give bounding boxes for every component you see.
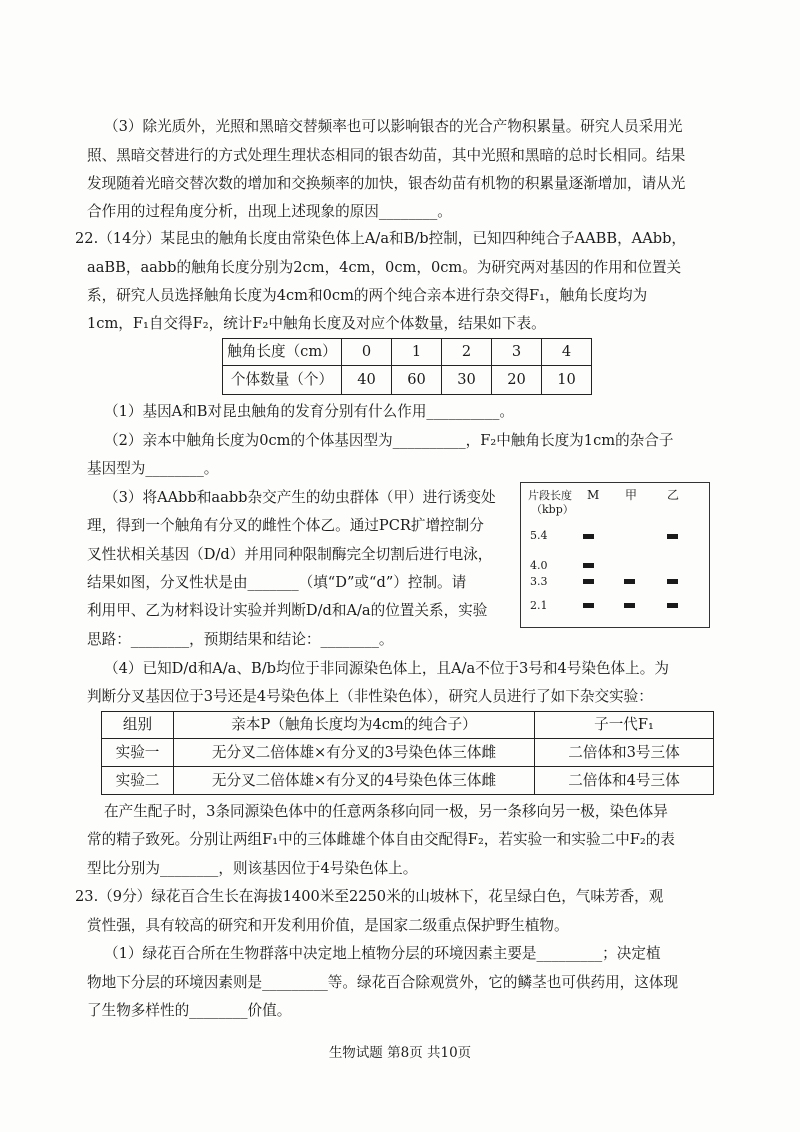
q22-part2-line1: （2）亲本中触角长度为0cm的个体基因型为__________，F₂中触角长度为1cm的杂合子 <box>104 432 674 449</box>
gel-size-5.4: 5.4 <box>530 529 548 542</box>
q22-part3-line5: 利用甲、乙为材料设计实验并判断D/d和A/a的位置关系，实验 <box>87 602 488 619</box>
q22-part3-line3: 叉性状相关基因（D/d）并用同种限制酶完全切割后进行电泳， <box>87 546 493 563</box>
gel-lane-label-yi: 乙 <box>667 488 680 502</box>
table-cell: 实验一 <box>102 739 174 767</box>
q22-stem-line2: aaBB，aabb的触角长度分别为2cm，4cm，0cm，0cm。为研究两对基因的作用和位置关 <box>87 259 682 276</box>
gel-band-jia-3.3 <box>624 579 635 584</box>
q22-part4-line3: 在产生配子时，3条同源染色体中的任意两条移向同一极，另一条移向另一极，染色体异 <box>104 803 668 820</box>
q22-stem-line4: 1cm，F₁自交得F₂，统计F₂中触角长度及对应个体数量，结果如下表。 <box>87 315 546 332</box>
q23-part1-line1: （1）绿花百合所在生物群落中决定地上植物分层的环境因素主要是_________；决定植 <box>104 945 661 962</box>
q21-part3-line3: 发现随着光暗交替次数的增加和交换频率的加快，银杏幼苗有机物的积累量逐渐增加，请从光 <box>87 175 686 192</box>
gel-lane-label-jia: 甲 <box>625 488 638 502</box>
gel-size-2.1: 2.1 <box>530 599 548 612</box>
table-cell: 20 <box>492 366 542 395</box>
q21-part3-line1: （3）除光质外，光照和黑暗交替频率也可以影响银杏的光合产物积累量。研究人员采用光 <box>104 118 683 135</box>
q22-part4-line1: （4）已知D/d和A/a、B/b均位于非同源染色体上，且A/a不位于3号和4号染色体上。为 <box>104 660 669 677</box>
antenna-length-table <box>222 338 592 395</box>
q22-stem-line1: 22.（14分）某昆虫的触角长度由常染色体上A/a和B/b控制，已知四种纯合子AABB，AAbb， <box>75 230 687 247</box>
q22-part4-line2: 判断分叉基因位于3号还是4号染色体上（非性染色体），研究人员进行了如下杂交实验： <box>87 688 653 705</box>
table-header-cell: 1 <box>392 339 442 366</box>
q23-stem-line2: 赏性强，具有较高的研究和开发利用价值，是国家二级重点保护野生植物。 <box>87 917 569 934</box>
q22-part3-line4: 结果如图，分叉性状是由_______（填“D”或“d”）控制。请 <box>87 574 467 591</box>
table-header-cell: 触角长度（cm） <box>223 339 342 366</box>
table-row <box>102 767 714 795</box>
table-cell: 实验二 <box>102 767 174 795</box>
q23-part1-line3: 了生物多样性的________价值。 <box>87 1002 292 1019</box>
table-header-cell: 2 <box>442 339 492 366</box>
table-cell: 10 <box>542 366 592 395</box>
electrophoresis-gel <box>520 482 710 628</box>
gel-band-yi-5.4 <box>667 534 678 539</box>
gel-size-4.0: 4.0 <box>530 559 548 572</box>
table-cell: 个体数量（个） <box>223 366 342 395</box>
table-cell: 无分叉二倍体雄×有分叉的3号染色体三体雌 <box>174 739 535 767</box>
gel-band-yi-2.1 <box>667 603 678 608</box>
table-row <box>223 339 592 366</box>
gel-axis-unit: （kbp） <box>531 503 574 516</box>
q22-part4-line5: 型比分别为________，则该基因位于4号染色体上。 <box>87 860 418 877</box>
q22-part3-line6: 思路：________，预期结果和结论：________。 <box>87 631 394 648</box>
q22-stem-line3: 系，研究人员选择触角长度为4cm和0cm的两个纯合亲本进行杂交得F₁，触角长度均为 <box>87 287 648 304</box>
gel-band-yi-3.3 <box>667 579 678 584</box>
table-row <box>102 712 714 739</box>
table-header-cell: 3 <box>492 339 542 366</box>
gel-band-M-3.3 <box>583 579 594 584</box>
q22-part3-line2: 理，得到一个触角有分叉的雌性个体乙。通过PCR扩增控制分 <box>87 517 484 534</box>
q22-part4-line4: 常的精子致死。分别让两组F₁中的三体雌雄个体自由交配得F₂，若实验一和实验二中F₂的表 <box>87 831 675 848</box>
table-cell: 二倍体和3号三体 <box>535 739 714 767</box>
q21-part3-line2: 照、黑暗交替进行的方式处理生理状态相同的银杏幼苗，其中光照和黑暗的总时长相同。结果 <box>87 147 686 164</box>
gel-band-M-5.4 <box>583 534 594 539</box>
table-header-cell: 组别 <box>102 712 174 739</box>
table-header-cell: 0 <box>342 339 392 366</box>
q22-part2-line2: 基因型为________。 <box>87 460 219 477</box>
table-header-cell: 亲本P（触角长度均为4cm的纯合子） <box>174 712 535 739</box>
q23-stem-line1: 23.（9分）绿花百合生长在海拔1400米至2250米的山坡林下，花呈绿白色，气味芳香，观 <box>75 888 664 905</box>
table-header-cell: 子一代F₁ <box>535 712 714 739</box>
page-footer: 生物试题 第8页 共10页 <box>328 1045 472 1061</box>
cross-experiment-table <box>101 711 714 795</box>
q22-part1: （1）基因A和B对昆虫触角的发育分别有什么作用__________。 <box>104 403 514 420</box>
table-cell: 二倍体和4号三体 <box>535 767 714 795</box>
table-row <box>223 366 592 395</box>
table-cell: 60 <box>392 366 442 395</box>
gel-lane-label-M: M <box>587 488 600 502</box>
q21-part3-line4: 合作用的过程角度分析，出现上述现象的原因________。 <box>87 203 452 220</box>
table-cell: 40 <box>342 366 392 395</box>
table-cell: 无分叉二倍体雄×有分叉的4号染色体三体雌 <box>174 767 535 795</box>
gel-axis-label: 片段长度 <box>528 489 572 502</box>
gel-band-M-4.0 <box>583 563 594 568</box>
q23-part1-line2: 物地下分层的环境因素则是_________等。绿花百合除观赏外，它的鳞茎也可供药用，这体现 <box>87 974 679 991</box>
q22-part3-line1: （3）将AAbb和aabb杂交产生的幼虫群体（甲）进行诱变处 <box>104 489 496 506</box>
table-row <box>102 739 714 767</box>
table-header-cell: 4 <box>542 339 592 366</box>
gel-band-M-2.1 <box>583 603 594 608</box>
gel-band-jia-2.1 <box>624 603 635 608</box>
gel-size-3.3: 3.3 <box>530 575 548 588</box>
table-cell: 30 <box>442 366 492 395</box>
